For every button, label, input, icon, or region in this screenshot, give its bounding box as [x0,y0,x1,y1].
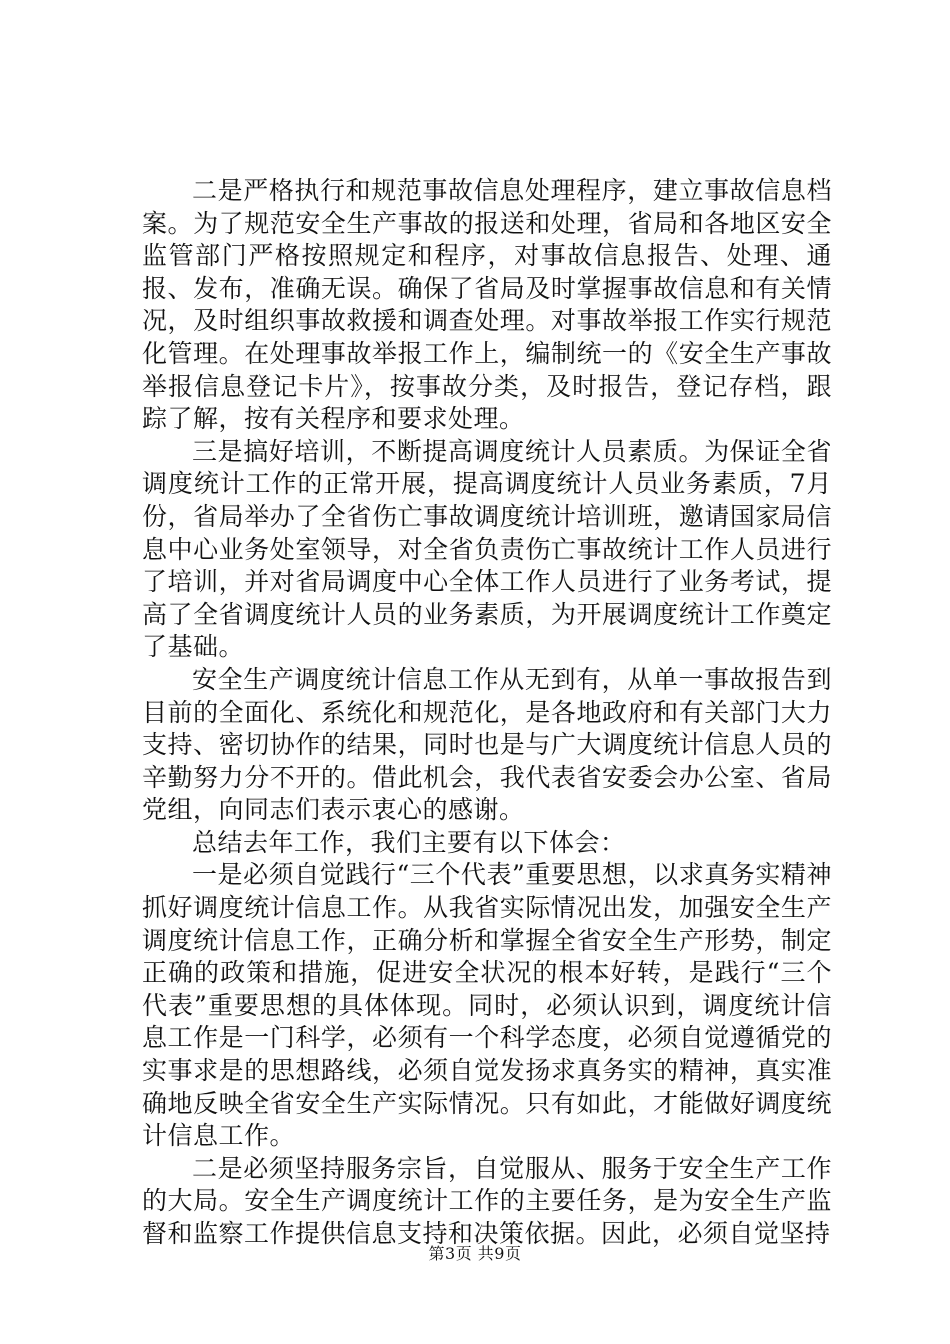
paragraph-accident-info-procedure: 二是严格执行和规范事故信息处理程序，建立事故信息档案。为了规范安全生产事故的报送和处理，省局和各地区安全监管部门严格按照规定和程序，对事故信息报告、处理、通报、发布，准确无误。确保了省局及时掌握事故信息和有关情况，及时组织事故救援和调查处理。对事故举报工作实行规范化管理。在处理事故举报工作上，编制统一的《安全生产事故举报信息登记卡片》，按事故分类，及时报告，登记存档，跟踪了解，按有关程序和要求处理。 [142,176,832,434]
paragraph-acknowledgement: 安全生产调度统计信息工作从无到有，从单一事故报告到目前的全面化、系统化和规范化，是各地政府和有关部门大力支持、密切协作的结果，同时也是与广大调度统计信息人员的辛勤努力分不开的。借此机会，我代表省安委会办公室、省局党组，向同志们表示衷心的感谢。 [142,664,832,825]
document-body [142,175,832,1251]
page-number-footer: 第3页 共9页 [428,1244,522,1263]
paragraph-lesson-two: 二是必须坚持服务宗旨，自觉服从、服务于安全生产工作的大局。安全生产调度统计工作的主要任务，是为安全生产监督和监察工作提供信息支持和决策依据。因此，必须自觉坚持 [142,1153,832,1248]
paragraph-summary-intro: 总结去年工作，我们主要有以下体会： [192,827,626,857]
paragraph-training: 三是搞好培训，不断提高调度统计人员素质。为保证全省调度统计工作的正常开展，提高调度统计人员业务素质，7月份，省局举办了全省伤亡事故调度统计培训班，邀请国家局信息中心业务处室领导，对全省负责伤亡事故统计工作人员进行了培训，并对省局调度中心全体工作人员进行了业务考试，提高了全省调度统计人员的业务素质，为开展调度统计工作奠定了基础。 [142,436,832,662]
paragraph-lesson-one: 一是必须自觉践行“三个代表”重要思想，以求真务实精神抓好调度统计信息工作。从我省实际情况出发，加强安全生产调度统计信息工作，正确分析和掌握全省安全生产形势，制定正确的政策和措施，促进安全状况的根本好转，是践行“三个代表”重要思想的具体体现。同时，必须认识到，调度统计信息工作是一门科学，必须有一个科学态度，必须自觉遵循党的实事求是的思想路线，必须自觉发扬求真务实的精神，真实准确地反映全省安全生产实际情况。只有如此，才能做好调度统计信息工作。 [142,860,832,1151]
